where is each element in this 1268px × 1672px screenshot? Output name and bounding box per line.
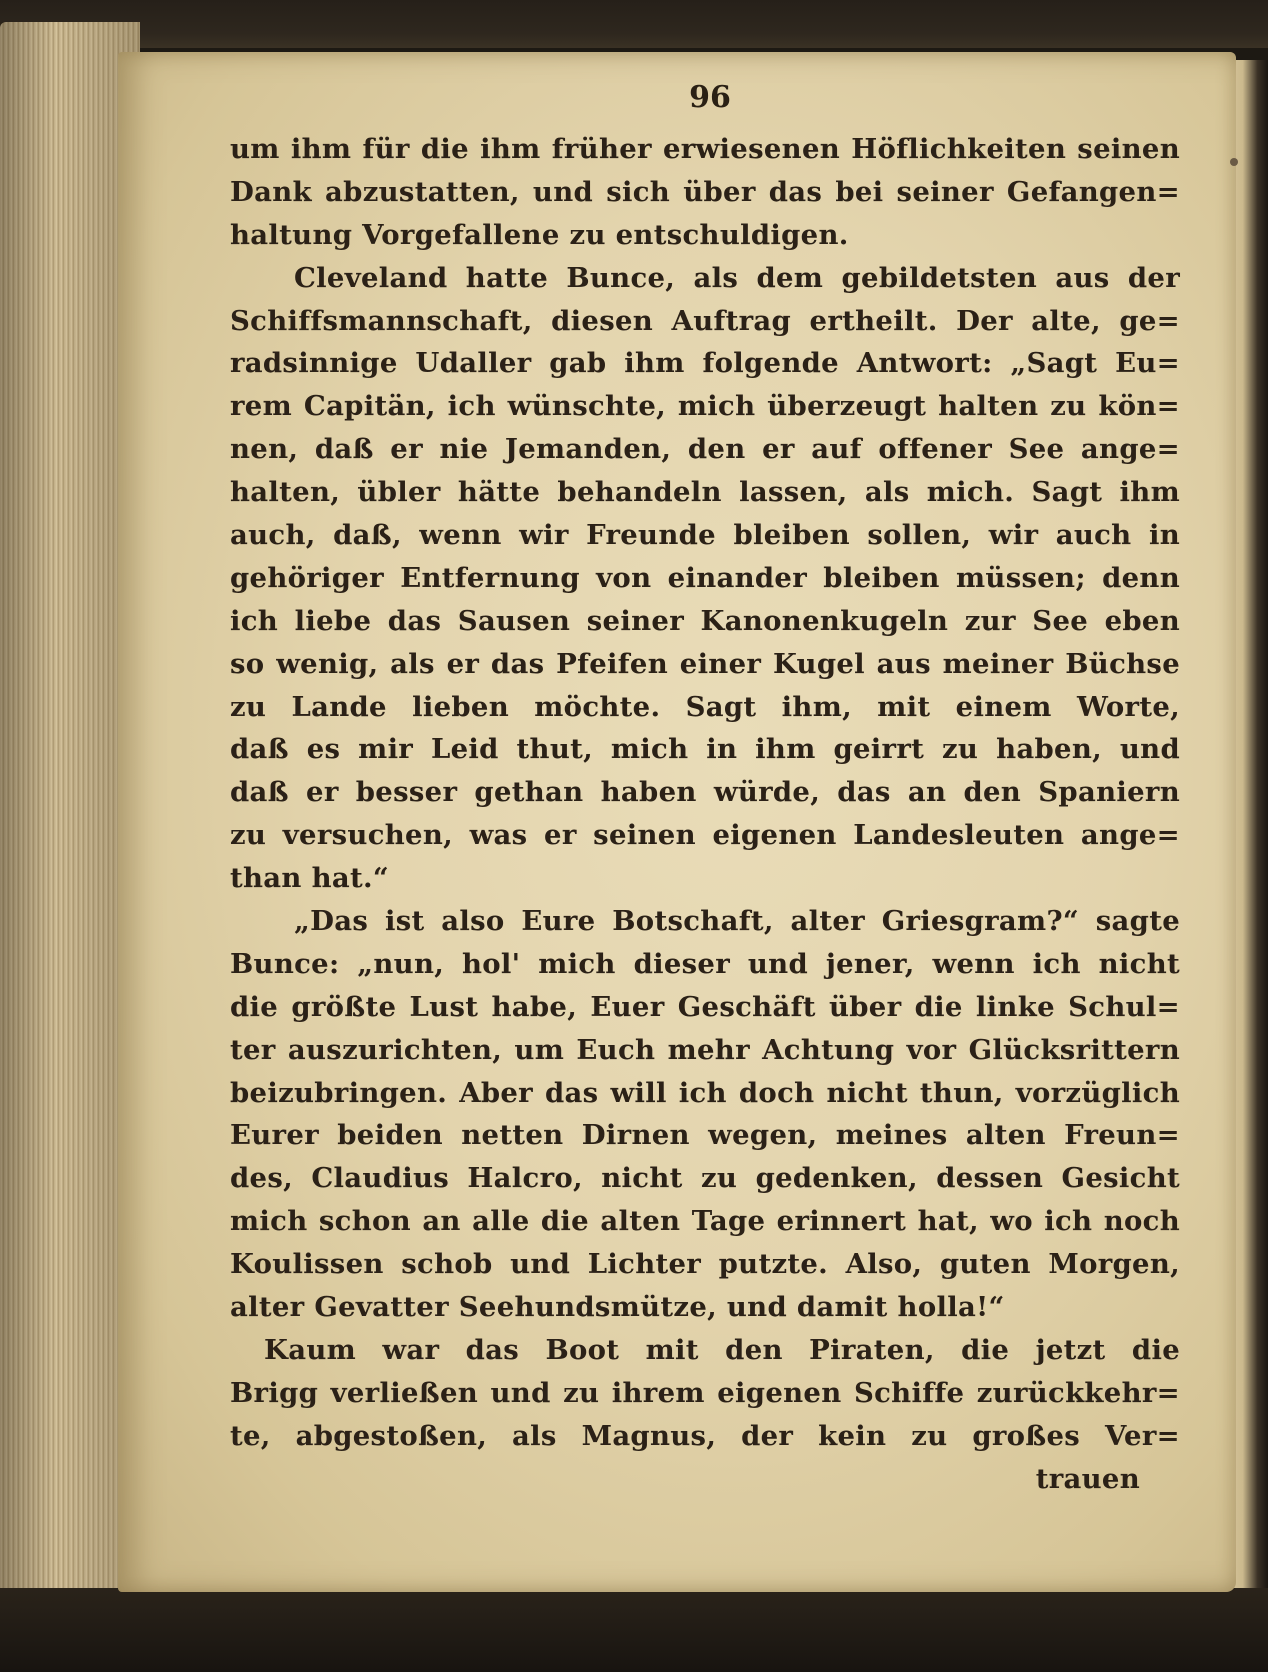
page-text <box>230 128 1180 1501</box>
text-line: „Das ist also Eure Botschaft, alter Griesgram?“ sagte <box>294 905 1180 938</box>
background-board <box>0 0 1268 48</box>
text-line: halten, übler hätte behandeln lassen, als mich. Sagt ihm <box>230 476 1180 509</box>
text-line: zu Lande lieben möchte. Sagt ihm, mit einem Worte, <box>230 690 1180 723</box>
text-line: radsinnige Udaller gab ihm folgende Antwort: „Sagt Eu= <box>230 347 1180 380</box>
text-line: nen, daß er nie Jemanden, den er auf offener See ange= <box>230 433 1180 466</box>
text-line: haltung Vorgefallene zu entschuldigen. <box>230 218 849 251</box>
text-line: Kaum war das Boot mit den Piraten, die jetzt die <box>264 1333 1180 1366</box>
text-line: Eurer beiden netten Dirnen wegen, meines alten Freun= <box>230 1119 1180 1152</box>
text-line: Koulissen schob und Lichter putzte. Also, guten Morgen, <box>230 1248 1180 1281</box>
catchword: trauen <box>1035 1462 1140 1495</box>
page-blemish <box>1230 158 1238 166</box>
text-line: Cleveland hatte Bunce, als dem gebildetsten aus der <box>294 261 1180 294</box>
text-line: daß es mir Leid thut, mich in ihm geirrt zu haben, und <box>230 733 1180 766</box>
text-line: beizubringen. Aber das will ich doch nicht thun, vorzüglich <box>230 1076 1180 1109</box>
text-line: gehöriger Entfernung von einander bleiben müssen; denn <box>230 561 1180 594</box>
text-line: alter Gevatter Seehundsmütze, und damit holla!“ <box>230 1291 1005 1324</box>
text-line: die größte Lust habe, Euer Geschäft über die linke Schul= <box>230 990 1180 1023</box>
text-line: des, Claudius Halcro, nicht zu gedenken, dessen Gesicht <box>230 1162 1180 1195</box>
text-line: mich schon an alle die alten Tage erinnert hat, wo ich noch <box>230 1205 1180 1238</box>
text-line: Brigg verließen und zu ihrem eigenen Schiffe zurückkehr= <box>230 1376 1180 1409</box>
text-line: so wenig, als er das Pfeifen einer Kugel aus meiner Büchse <box>230 647 1180 680</box>
text-line: um ihm für die ihm früher erwiesenen Höflichkeiten seinen <box>230 133 1180 165</box>
page-number: 96 <box>689 80 731 115</box>
text-line: Dank abzustatten, und sich über das bei seiner Gefangen= <box>230 175 1180 208</box>
text-line: than hat.“ <box>230 862 389 895</box>
text-line: zu versuchen, was er seinen eigenen Landesleuten ange= <box>230 819 1180 852</box>
text-line: te, abgestoßen, als Magnus, der kein zu großes Ver= <box>230 1419 1180 1452</box>
text-line: Bunce: „nun, hol' mich dieser und jener, wenn ich nicht <box>230 947 1180 980</box>
text-line: rem Capitän, ich wünschte, mich überzeugt halten zu kön= <box>230 390 1180 423</box>
text-line: daß er besser gethan haben würde, das an den Spaniern <box>230 776 1180 809</box>
text-line: Schiffsmannschaft, diesen Auftrag ertheilt. Der alte, ge= <box>230 304 1180 337</box>
text-line: ich liebe das Sausen seiner Kanonenkugeln zur See eben <box>230 604 1180 637</box>
text-line: auch, daß, wenn wir Freunde bleiben sollen, wir auch in <box>230 519 1180 552</box>
background-bottom <box>0 1588 1268 1672</box>
text-line: ter auszurichten, um Euch mehr Achtung vor Glücksrittern <box>230 1033 1180 1066</box>
